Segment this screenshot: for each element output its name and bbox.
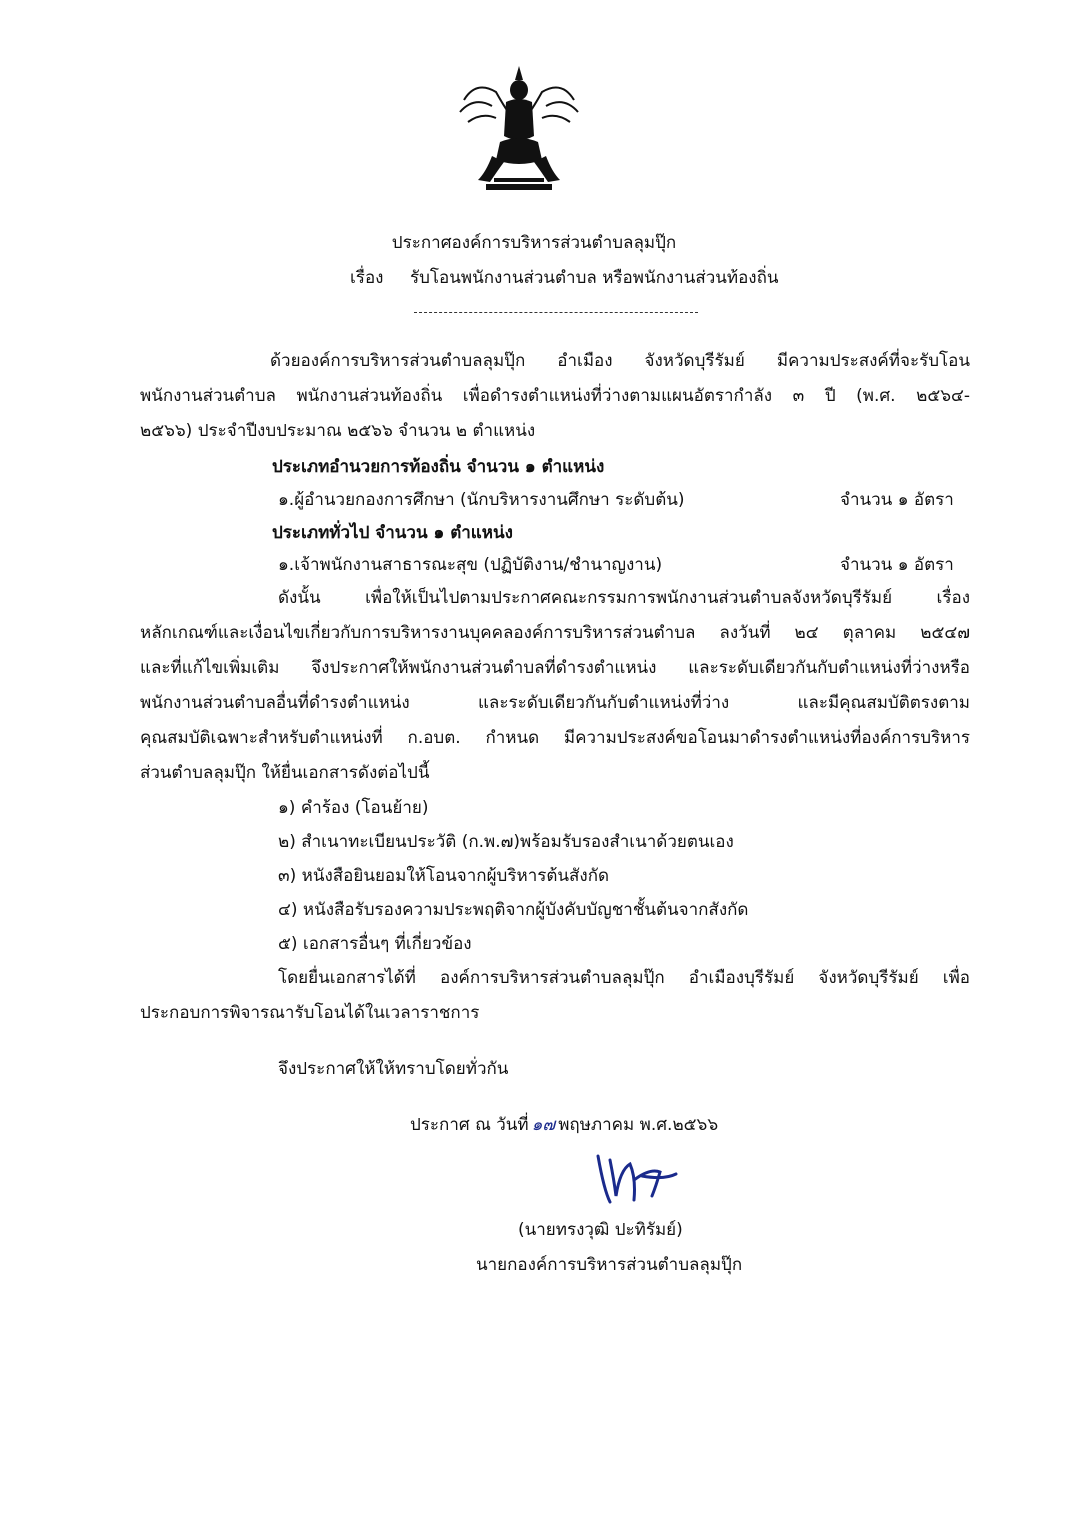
position-category-1: ประเภทอำนวยการท้องถิ่น จำนวน ๑ ตำแหน่ง	[272, 457, 605, 477]
signer-title: นายกองค์การบริหารส่วนตำบลลุมปุ๊ก	[476, 1255, 743, 1275]
body-line-4: พนักงานส่วนตำบลอื่นที่ดำรงตำแหน่ง และระดับเดียวกันกับตำแหน่งที่ว่าง และมีคุณสมบัติตรงตาม	[140, 693, 970, 713]
subject-label: เรื่อง	[350, 268, 384, 288]
signer-name: (นายทรงวุฒิ ปะทิรัมย์)	[518, 1220, 683, 1240]
submission-line-2: ประกอบการพิจารณารับโอนได้ในเวลาราชการ	[140, 1003, 480, 1023]
position-item-2: ๑.เจ้าพนักงานสาธารณะสุข (ปฏิบัติงาน/ชำนาญงาน)	[278, 555, 663, 575]
closing-text: จึงประกาศให้ให้ทราบโดยทั่วกัน	[278, 1059, 509, 1079]
document-item-1: ๑) คำร้อง (โอนย้าย)	[278, 798, 429, 818]
body-line-1: ดังนั้น เพื่อให้เป็นไปตามประกาศคณะกรรมการพนักงานส่วนตำบลจังหวัดบุรีรัมย์ เรื่อง	[278, 588, 970, 608]
document-item-4: ๔) หนังสือรับรองความประพฤติจากผู้บังคับบัญชาชั้นต้นจากสังกัด	[278, 900, 749, 920]
body-line-2: หลักเกณฑ์และเงื่อนไขเกี่ยวกับการบริหารงานบุคคลองค์การบริหารส่วนตำบล ลงวันที่ ๒๔ ตุลาคม ๒๕๔๗	[140, 623, 970, 643]
position-count-1: จำนวน ๑ อัตรา	[840, 490, 954, 510]
submission-line-1: โดยยื่นเอกสารได้ที่ องค์การบริหารส่วนตำบลลุมปุ๊ก อำเมืองบุรีรัมย์ จังหวัดบุรีรัมย์ เพื่อ	[278, 968, 970, 988]
position-count-2: จำนวน ๑ อัตรา	[840, 555, 954, 575]
body-line-5: คุณสมบัติเฉพาะสำหรับตำแหน่งที่ ก.อบต. กำหนด มีความประสงค์ขอโอนมาดำรงตำแหน่งที่องค์การบริหาร	[140, 728, 970, 748]
announce-prefix: ประกาศ ณ วันที่	[410, 1115, 529, 1135]
body-line-3: และที่แก้ไขเพิ่มเติม จึงประกาศให้พนักงานส่วนตำบลที่ดำรงตำแหน่ง และระดับเดียวกันกับตำแหน่งที่ว่างหรือ	[140, 658, 970, 678]
document-item-3: ๓) หนังสือยินยอมให้โอนจากผู้บริหารต้นสังกัด	[278, 866, 610, 886]
garuda-emblem-icon	[456, 60, 582, 198]
document-item-5: ๕) เอกสารอื่นๆ ที่เกี่ยวข้อง	[278, 934, 472, 954]
body-line-6: ส่วนตำบลลุมปุ๊ก ให้ยื่นเอกสารดังต่อไปนี้	[140, 763, 430, 783]
position-category-2: ประเภททั่วไป จำนวน ๑ ตำแหน่ง	[272, 523, 513, 543]
position-item-1: ๑.ผู้อำนวยกองการศึกษา (นักบริหารงานศึกษา ระดับต้น)	[278, 490, 685, 510]
announce-suffix: พฤษภาคม พ.ศ.๒๕๖๖	[558, 1115, 719, 1135]
signature-icon	[590, 1150, 682, 1212]
subject-text: รับโอนพนักงานส่วนตำบล หรือพนักงานส่วนท้องถิ่น	[410, 268, 779, 288]
announcement-title: ประกาศองค์การบริหารส่วนตำบลลุมปุ๊ก	[391, 233, 677, 253]
announce-date	[410, 1114, 718, 1136]
document-item-2: ๒) สำเนาทะเบียนประวัติ (ก.พ.๗)พร้อมรับรองสำเนาด้วยตนเอง	[278, 832, 734, 852]
intro-line-1: ด้วยองค์การบริหารส่วนตำบลลุมปุ๊ก อำเมือง จังหวัดบุรีรัมย์ มีความประสงค์ที่จะรับโอน	[270, 351, 970, 371]
divider	[414, 312, 698, 313]
intro-line-2: พนักงานส่วนตำบล พนักงานส่วนท้องถิ่น เพื่อดำรงตำแหน่งที่ว่างตามแผนอัตรากำลัง ๓ ปี (พ.ศ. ๒๕๖๔-	[140, 386, 970, 406]
intro-line-3: ๒๕๖๖) ประจำปีงบประมาณ ๒๕๖๖ จำนวน ๒ ตำแหน่ง	[140, 421, 536, 441]
announce-day: ๑๗	[531, 1115, 556, 1135]
